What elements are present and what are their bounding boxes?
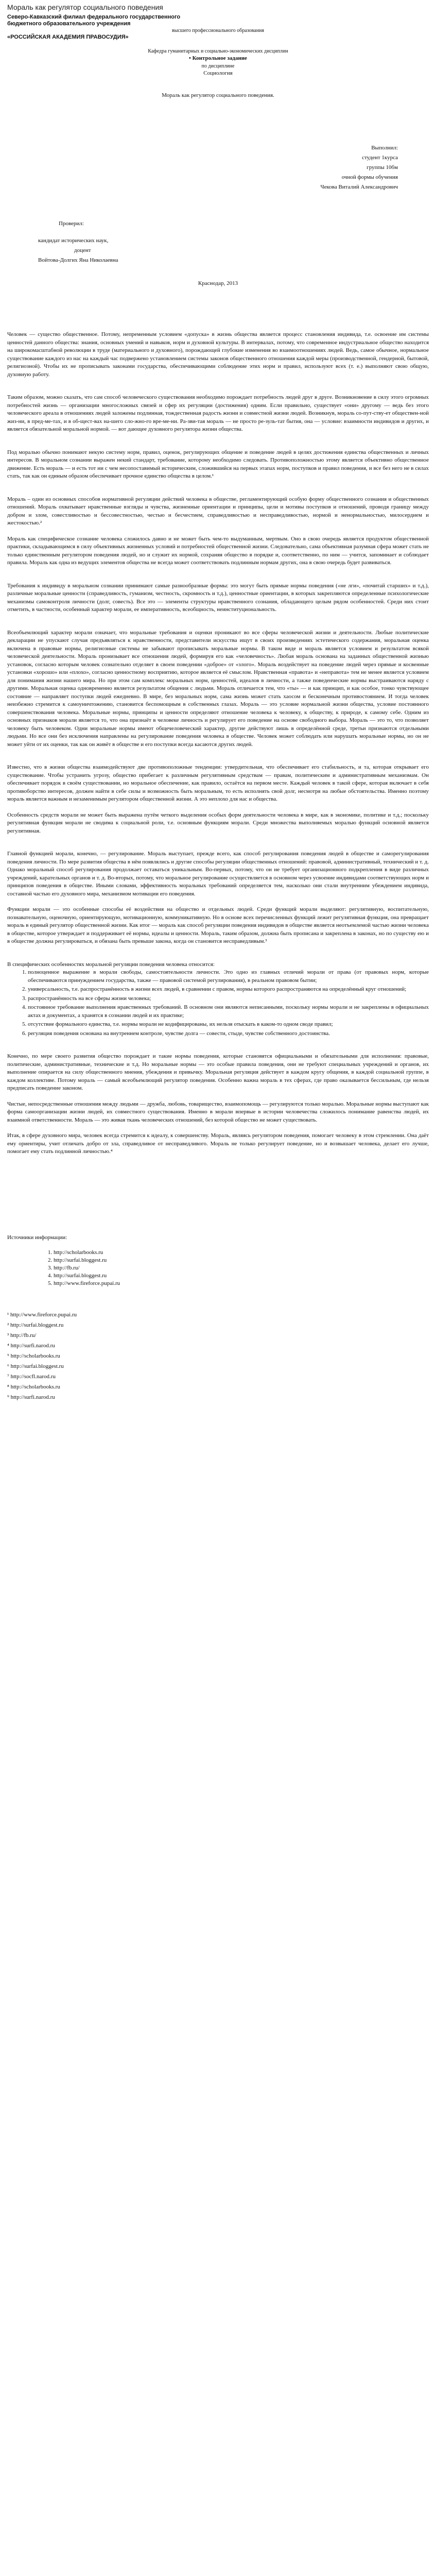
academy-name: «РОССИЙСКАЯ АКАДЕМИЯ ПРАВОСУДИЯ» <box>7 34 129 40</box>
reviewer-position: доцент <box>74 247 91 253</box>
sources-section <box>7 1234 429 1288</box>
document-title: Мораль как регулятор социального поведения <box>7 3 163 11</box>
paragraph: Особенность средств морали не может быть выражена путём четкого выделения особых форм деятельности человека в мире, как в экономике, политике и т.д.; поскольку регулятивная функция морали не сводима к социальной роли, т.е. основным функциям морали. Среди множества выполняемых моралью функций основной является регулятивная. <box>7 811 429 834</box>
sources-list <box>7 1249 429 1287</box>
source-link[interactable]: 3. http://fb.ru/ <box>54 1264 429 1272</box>
footnote-link[interactable]: ¹ http://www.fireforce.pupai.ru <box>7 1312 77 1318</box>
paragraph: Чистые, непосредственные отношения между людьми — дружба, любовь, товарищество, взаимопомощь — регулируются только моралью. Моральные нормы выступают как форма самоорганизации жизни людей, их совместного существования. Именно в морали впервые в истории человечества сложилось понимание равенства людей, их взаимной ответственности. Мораль — это живая ткань человеческих отношений, без которой общество не может существовать. <box>7 1100 429 1123</box>
source-link[interactable]: 2. http://surfai.bloggest.ru <box>54 1257 429 1264</box>
source-link[interactable]: 1. http://scholarbooks.ru <box>54 1249 429 1257</box>
student-name: Чекова Виталий Александрович <box>320 183 398 190</box>
title-page <box>7 14 429 331</box>
footnote-link[interactable]: ⁴ http://surfi.narod.ru <box>7 1343 55 1349</box>
student-info <box>264 143 398 192</box>
reviewer-degree: кандидат исторических наук, <box>38 237 109 244</box>
paragraph: Всеобъемлющий характер морали означает, что моральные требования и оценки проникают во все сферы человеческой жизни и деятельности. Любые политические декларации не упускают случая предъявляться к нравственности, представители искусства ищут в своих произведениях эстетического содержания, моральная оценка включена в правовые нормы, религиозные системы не забывают прописывать моральные нормы. В таком виде и мораль является условием и результатом всякой человеческой деятельности. Мораль пронизывает все отношения людей, формируя его как «человечность». Любая мораль основана на заданных общественной жизнью установок, согласно которым человек сознательно отделяет в своем поведении «доброе» от «злого». Мораль воздействует на поведение людей через прямые и косвенные установки «хорошо» или «плохо», согласно ценностному восприятию, которое является её смыслом. Нравственная «правота» и «неправота» тем не менее является условием для понимания жизни нашего мира. Но при этом сам комплекс моральных норм, ценностей, идеалов в личности, а также поведенческие нормы выстраиваются наряду с другими. Моральная оценка одновременно является результатом общения с людьми. Мораль отличается тем, что «ты» — и как принцип, и как особое, тонко чувствующее состояние — направляет поступки людей ежедневно. В мире, без моральных норм, сама жизнь может стать хаосом и бесконечным противостоянием. И тогда человек неизбежно стремится к самоуничтожению, становится беспомощным в собственных глазах. Мораль — это условие нормальной жизни общества, условие постоянного совершенствования человека. Моральные нормы, принципы и ценности определяют отношение человека к человеку, к обществу, к природе, к самому себе. Одним из основных признаков морали является то, что она признаёт в человеке личность и регулирует его поведение на основе свободного выбора. Мораль — это то, что позволяет человеку быть человеком. Одни моральные нормы имеют общечеловеческий характер, другие действуют лишь в определённой среде, третьи признаются отдельными людьми. Но все они без исключения направлены на регулирование поведения человека в обществе. Человек может соблюдать или нарушать моральные нормы, но он не может уйти от их оценки, так как он живёт в обществе и его поступки всегда касаются других людей. <box>7 629 429 748</box>
footnote-link[interactable]: ⁸ http://scholarbooks.ru <box>7 1384 60 1390</box>
footnotes-list <box>7 1310 429 1402</box>
list-item: 6. регуляция поведения основана на внутреннем контроле, чувстве долга — совести, стыде, чувстве собственного достоинства. <box>28 1030 429 1038</box>
footnote-link[interactable]: ² http://surfai.bloggest.ru <box>7 1322 64 1328</box>
footnote-link[interactable]: ⁶ http://surfai.bloggest.ru <box>7 1363 64 1369</box>
paragraph: Таким образом, можно сказать, что сам способ человеческого существования необходимо порождает потребность людей друг в друге. Возникновение в силу этого огромных потребностей жизнь — организации многосложных связей и сфер их регуляции (достижения) одним. Если правильно, существует «они» другому — ведь без этого человеческого ареала в отношениях людей заложены подлинная, тождественная радость жизни и совместной жизни людей. Возникнув, мораль со-пут-ству-ет обществен-ной жиз-ни, в пред-ме-тах, и в об-щест-вах на-шего сло-жно-го вре-ме-ни. Ра-зви-тая мораль — не просто ре-зуль-тат бытия, она — условие: взаимности индивидов и других, и является обязательной моральной нормой. — вот дающее духовного регулятора жизни общества. <box>7 394 429 432</box>
list-item: 3. распространённость на все сферы жизни человека; <box>28 995 429 1003</box>
paragraph: Конечно, по мере своего развития общество порождает и такие нормы поведения, которые становятся официальными и обязательными для исполнения: правовые, политические, административные, технические и т.д. Но моральные нормы — это особые правила поведения, они не требуют специальных учреждений и органов, их выполнение опирается на силу общественного мнения, убеждения и привычку. Моральная регуляция действует в каждом кругу общения, в каждой социальной группе, в каждом коллективе. Потому мораль — самый всеобъемлющий регулятор поведения. Особенно важна мораль в тех сферах, где право оказывается бессильным, где нельзя предписать поведение законом. <box>7 1053 429 1091</box>
paragraph: Главной функцией морали, конечно, — регулирование. Мораль выступает, прежде всего, как способ регулирования поведения людей в обществе и саморегулирования поведения личности. По мере развития общества в нём появлялись и другие способы регуляции общественных отношений: правовой, административный, технический и т. д. Однако моральный способ регулирования продолжает оставаться уникальным. Во-первых, потому, что он не требует организационного подкрепления в виде различных учреждений, карательных органов и т. д. Во-вторых, потому, что моральное регулирование осуществляется в основном через усвоение индивидами соответствующих норм и принципов поведения в обществе. Иными словами, эффективность моральных требований определяется тем, насколько они стали внутренним убеждением индивида, составной частью его духовного мира, механизмом мотивации его поведения. <box>7 851 429 897</box>
paragraph: Человек — существо общественное. Потому, непременным условием «допуска» в жизнь общества является процесс становления индивида, т.е. освоение им системы ценностей данного общества: знания, основных умений и навыков, норм и духовной культуры. В интервалах, потому, что современное индустриальное общество находится на широкомасштабной революции в труде (материального и духовного), порождающей глубокие изменения во взаимоотношениях людей. Ведь, самое обычное, нормальное существование каждого из нас на каждый час подвержено установлением системы законов общественного отношения каждой меры (производственной, гендерной, бытовой, религиозной). Чтобы их не прописывать законами государства, обеспечивающими соблюдение этих норм и правил, используют всех (т. е.) выполняют свою общую, духовную работу. <box>7 331 429 378</box>
source-link[interactable]: 4. http://surfai.bloggest.ru <box>54 1272 429 1280</box>
reviewer-name: Войтова-Долгих Яна Николаевна <box>38 257 118 263</box>
footnote-link[interactable]: ⁵ http://scholarbooks.ru <box>7 1353 60 1359</box>
paragraph: Под моралью обычно понимают некую систему норм, правил, оценок, регулирующих общение и поведение людей в целях достижения единства общественных и личных интересов. В моральном сознании выражен некий стандарт, требование, которому необходимо следовать. Противоположностью этому является объективно общественное движение. Есть мораль — и есть тот ни с чем несопоставимый историческим, сложившийся на первых этапах норм, поступков и правил поведения, и все без него не в силах стать, так как он единым образом обеспечивает прочное единство общества в целом.¹ <box>7 449 429 479</box>
sources-title: Источники информации: <box>7 1234 67 1241</box>
education-level: высшего профессионального образования <box>172 28 264 33</box>
by-discipline-label: по дисциплине <box>201 63 235 69</box>
source-link[interactable]: 5. http://www.fireforce.pupai.ru <box>54 1280 429 1287</box>
done-label: Выполнил: <box>371 144 398 151</box>
reviewer-info <box>38 219 429 265</box>
list-item: 4. постоянное требование выполнения нравственных требований. В основном они являются неписанными, поскольку нормы морали и не закреплены в официальных актах и документах, а хранятся в сознании людей и их практике; <box>28 1004 429 1020</box>
list-item: 2. универсальность, т.е. распространённость в жизни всех людей, в сравнении с правом, нормы которого распространяются на определённый круг отношений; <box>28 986 429 994</box>
paragraph: Известно, что в жизни общества взаимодействуют две противоположные тенденции: утвердительная, что обеспечивает его стабильность, и та, которая открывает его существование. Чтобы устранить угрозу, общество прибегает к различным регулятивным средствам — правам, политическим и административным механизмам. Он обеспечивает порядок в своём существовании, но моральное обеспечение, как правило, остаётся на первом месте. Каждый человек в такой сфере, которая включает в себя противоборство интересов, должен найти в себе силы и возможность быть моральным, то есть исполнять свой долг, несмотря на любые обстоятельства. Именно поэтому мораль является важным и незаменимым регулятором общественной жизни. А это неплохо для нас и общества. <box>7 764 429 802</box>
student-course: студент 1курса <box>362 154 398 161</box>
reviewer-label: Проверил: <box>59 220 84 227</box>
paragraph: Требования к индивиду в моральном сознании принимают самые разнообразные формы: это могут быть прямые нормы поведения («не лги», «почитай старших» и т.д.), различные моральные ценности (справедливость, гуманизм, честность, скромность и т.д.), ценностные ориентации, в которых закрепляются определенные психологические механизмы самоконтроля личности (долг, совесть). Все это — элементы структуры нравственного сознания, обладающего целым рядом особенностей. Среди них стоит отметить, в частности, особенный характер морали, ее императивность, всеобщность, неинституциональность. <box>7 582 429 613</box>
paragraph: Мораль как специфическое сознание человека сложилось давно и не может быть чем-то выдуманным, мертвым. Оно в свою очередь является продуктом общественной практики, складывающимся в силу объективных жизненных условий и потребностей общественной жизни. Следовательно, сама объективная разумная сфера может стать не только единственным регулятором поведения людей, но и служит их нормой, сохраняя общество в порядке и, соответственно, по ним — учится, запоминает и соблюдает правила. Мораль как одна из ведущих элементов общества не всегда может соответствовать подлинным нормам других, она в свою очередь будет развиваться. <box>7 535 429 566</box>
paragraph: Итак, в сфере духовного мира, человек всегда стремится к идеалу, к совершенству. Мораль, являясь регулятором поведения, помогает человеку в этом стремлении. Она даёт ему ориентиры, учит отличать добро от зла, справедливое от несправедливого. Мораль не только регулирует поведение, но и возвышает человека, делает его лучше, помогает ему стать подлинной личностью.⁴ <box>7 1132 429 1155</box>
discipline-name: Социология <box>203 70 233 76</box>
topic: Мораль как регулятор социального поведения. <box>162 92 274 98</box>
department: Кафедра гуманитарных и социально-экономических дисциплин <box>148 48 288 54</box>
organization-line-2: бюджетного образовательного учреждения <box>7 21 131 27</box>
footnote-link[interactable]: ⁹ http://surfi.narod.ru <box>7 1394 55 1400</box>
student-form: очной формы обучения <box>341 174 398 180</box>
work-type: • Контрольное задание <box>189 55 247 61</box>
main-text <box>7 331 429 1156</box>
organization-line-1: Северо-Кавказский филиал федерального государственного <box>7 14 181 20</box>
list-item: 5. отсутствие формального единства, т.е. нормы морали не кодифицированы, их нельзя отыскать в каком-то одном своде правил; <box>28 1021 429 1029</box>
list-item: 1. полноценное выражение в морали свободы, самостоятельности личности. Это одно из главных отличий морали от права (от правовых норм, которые обеспечиваются принуждением государства, также — правовой системой регулирования), в реальном правовом бытии; <box>28 969 429 985</box>
specifics-intro: В специфических особенностях моральной регуляции поведения человека относится: <box>7 961 215 968</box>
paragraph: Мораль – один из основных способов нормативной регуляции действий человека в обществе, регламентирующий особую форму общественного сознания и общественных отношений. Мораль охватывает нравственные взгляды и чувства, жизненные ориентации и принципы, цели и мотивы поступков и отношений, проводя границу между добром и злом, совестливостью и бессовестностью, честью и бесчестием, справедливостью и несправедливостью, нормой и ненормальностью, милосердием и жестокостью.² <box>7 496 429 526</box>
student-group: группы 10бм <box>367 164 398 171</box>
paragraph: Функции морали — это особенные способы её воздействия на общество и отдельных людей. Среди функций морали выделяют: регулятивную, воспитательную, познавательную, оценочную, ориентирующую, мотивационную, коммуникативную. Но в основе всех перечисленных функций лежит регулятивная функция, она превращает мораль в единый регулятор общественной жизни. Как итог — мораль как способ регуляции поведения индивидов в обществе является неотъемлемой частью жизни человека в обществе, которое утверждает и поддерживает её нормы, идеалы и ценности. Мораль, таким образом, должна быть прописана и закреплена в законах, но по существу ею и в обществе должна регулироваться, и обязана быть превыше закона, когда он становится несправедливым.³ <box>7 906 429 944</box>
footnote-link[interactable]: ³ http://fb.ru/ <box>7 1332 37 1338</box>
city-year: Краснодар, 2013 <box>198 280 238 286</box>
specifics-list <box>7 969 429 1038</box>
footnote-link[interactable]: ⁷ http://socfl.narod.ru <box>7 1374 56 1380</box>
